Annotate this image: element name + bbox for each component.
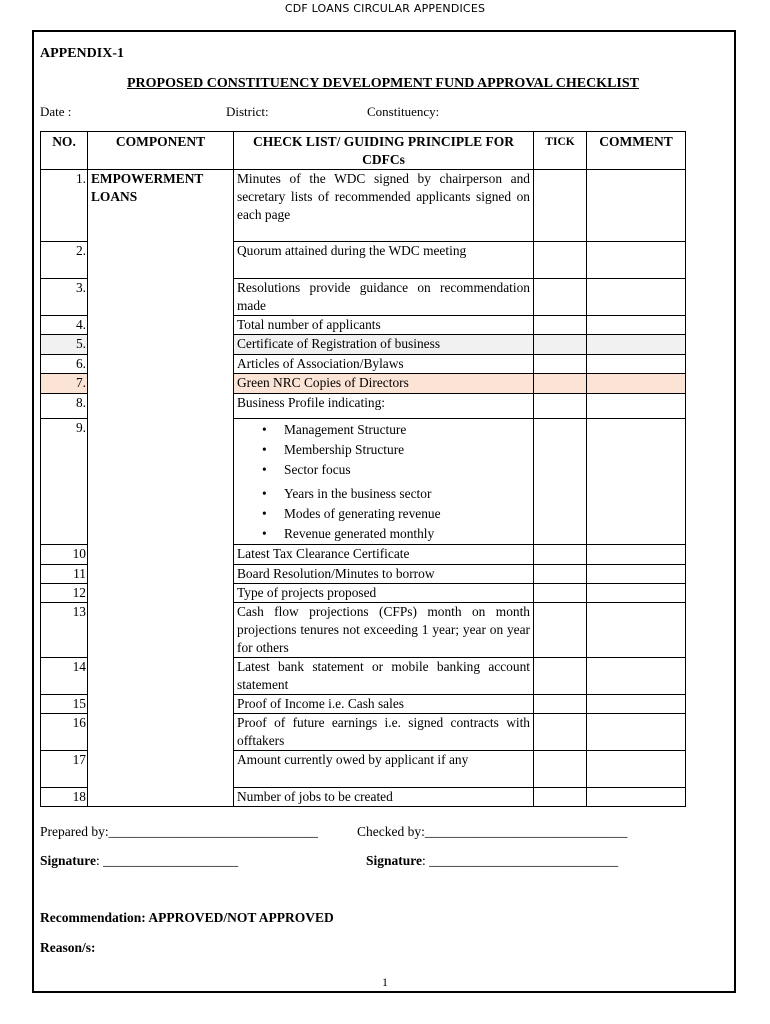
tick-cell[interactable] <box>534 419 587 545</box>
header-guide: CHECK LIST/ GUIDING PRINCIPLE FOR CDFCs <box>234 132 534 170</box>
comment-cell[interactable] <box>587 788 686 807</box>
tick-cell[interactable] <box>534 279 587 316</box>
signature-label-1: Signature <box>40 853 97 868</box>
row-number: 6. <box>41 355 88 374</box>
row-number: 9. <box>41 419 88 545</box>
header-comment: COMMENT <box>587 132 686 170</box>
guiding-principle: Latest bank statement or mobile banking account statement <box>234 658 534 695</box>
guiding-principle: Total number of applicants <box>234 316 534 335</box>
reasons-label: Reason/s: <box>40 940 96 955</box>
header-component: COMPONENT <box>88 132 234 170</box>
header-tick: TICK <box>534 132 587 170</box>
appendix-label: APPENDIX-1 <box>40 46 124 61</box>
signature-field-2 <box>366 853 618 869</box>
prepared-by-field: Prepared by:_______________________________ <box>40 824 318 839</box>
signature-line-1: : ____________________ <box>96 853 239 868</box>
tick-cell[interactable] <box>534 565 587 584</box>
row-number: 13 <box>41 603 88 658</box>
running-header: CDF LOANS CIRCULAR APPENDICES <box>284 2 486 15</box>
component-label-line2: LOANS <box>91 189 138 204</box>
comment-cell[interactable] <box>587 658 686 695</box>
guiding-principle: Green NRC Copies of Directors <box>234 374 534 394</box>
row-number: 4. <box>41 316 88 335</box>
guiding-principle: Proof of future earnings i.e. signed contracts with offtakers <box>234 714 534 751</box>
tick-cell[interactable] <box>534 374 587 394</box>
comment-cell[interactable] <box>587 170 686 242</box>
guiding-principle: Minutes of the WDC signed by chairperson and secretary lists of recommended applicants signed on each page <box>234 170 534 242</box>
comment-cell[interactable] <box>587 242 686 279</box>
constituency-label: Constituency: <box>367 104 440 119</box>
comment-cell[interactable] <box>587 355 686 374</box>
component-cell <box>88 170 234 807</box>
guiding-principle: Quorum attained during the WDC meeting <box>234 242 534 279</box>
row-number: 1. <box>41 170 88 242</box>
checked-by-field: Checked by:______________________________ <box>357 824 628 839</box>
signature-label-2: Signature <box>366 853 423 868</box>
guiding-principle: Resolutions provide guidance on recommendation made <box>234 279 534 316</box>
guiding-principle: Articles of Association/Bylaws <box>234 355 534 374</box>
row-number: 14 <box>41 658 88 695</box>
signature-line-2: : ____________________________ <box>422 853 619 868</box>
signature-field-1 <box>40 853 238 869</box>
row-number: 11 <box>41 565 88 584</box>
list-item: • Revenue generated monthly <box>284 524 530 544</box>
tick-cell[interactable] <box>534 545 587 565</box>
tick-cell[interactable] <box>534 170 587 242</box>
comment-cell[interactable] <box>587 695 686 714</box>
tick-cell[interactable] <box>534 316 587 335</box>
row-number: 8. <box>41 394 88 419</box>
guiding-principle: Certificate of Registration of business <box>234 335 534 355</box>
table-row <box>41 170 686 242</box>
comment-cell[interactable] <box>587 316 686 335</box>
tick-cell[interactable] <box>534 788 587 807</box>
comment-cell[interactable] <box>587 565 686 584</box>
comment-cell[interactable] <box>587 751 686 788</box>
guiding-principle <box>234 419 534 545</box>
tick-cell[interactable] <box>534 355 587 374</box>
tick-cell[interactable] <box>534 394 587 419</box>
tick-cell[interactable] <box>534 695 587 714</box>
guiding-principle: Amount currently owed by applicant if any <box>234 751 534 788</box>
comment-cell[interactable] <box>587 545 686 565</box>
row-number: 12 <box>41 584 88 603</box>
row-number: 10 <box>41 545 88 565</box>
comment-cell[interactable] <box>587 279 686 316</box>
row-number: 2. <box>41 242 88 279</box>
comment-cell[interactable] <box>587 584 686 603</box>
component-label-line1: EMPOWERMENT <box>91 171 204 186</box>
row-number: 18 <box>41 788 88 807</box>
business-profile-list <box>237 419 530 544</box>
comment-cell[interactable] <box>587 714 686 751</box>
tick-cell[interactable] <box>534 584 587 603</box>
guiding-principle: Number of jobs to be created <box>234 788 534 807</box>
list-item: • Years in the business sector <box>284 484 530 504</box>
recommendation-line: Recommendation: APPROVED/NOT APPROVED <box>40 910 334 925</box>
tick-cell[interactable] <box>534 658 587 695</box>
list-item: • Modes of generating revenue <box>284 504 530 524</box>
list-item: • Management Structure <box>284 420 530 440</box>
district-label: District: <box>226 104 269 119</box>
guiding-principle: Cash flow projections (CFPs) month on month projections tenures not exceeding 1 year; year on year for others <box>234 603 534 658</box>
guiding-principle: Business Profile indicating: <box>234 394 534 419</box>
date-label: Date : <box>40 104 72 119</box>
list-item: • Membership Structure <box>284 440 530 460</box>
row-number: 5. <box>41 335 88 355</box>
page-number: 1 <box>382 975 388 989</box>
header-no: NO. <box>41 132 88 170</box>
row-number: 7. <box>41 374 88 394</box>
document-title: PROPOSED CONSTITUENCY DEVELOPMENT FUND APPROVAL CHECKLIST <box>127 76 639 91</box>
guiding-principle: Board Resolution/Minutes to borrow <box>234 565 534 584</box>
row-number: 3. <box>41 279 88 316</box>
tick-cell[interactable] <box>534 751 587 788</box>
comment-cell[interactable] <box>587 603 686 658</box>
row-number: 17 <box>41 751 88 788</box>
tick-cell[interactable] <box>534 603 587 658</box>
checklist-rows <box>41 170 686 807</box>
tick-cell[interactable] <box>534 714 587 751</box>
tick-cell[interactable] <box>534 335 587 355</box>
tick-cell[interactable] <box>534 242 587 279</box>
list-item: • Sector focus <box>284 460 530 480</box>
comment-cell[interactable] <box>587 394 686 419</box>
guiding-principle: Type of projects proposed <box>234 584 534 603</box>
comment-cell[interactable] <box>587 419 686 545</box>
comment-cell[interactable] <box>587 335 686 355</box>
approval-checklist-table <box>40 131 686 807</box>
row-number: 16 <box>41 714 88 751</box>
row-number: 15 <box>41 695 88 714</box>
guiding-principle: Latest Tax Clearance Certificate <box>234 545 534 565</box>
guiding-principle: Proof of Income i.e. Cash sales <box>234 695 534 714</box>
comment-cell[interactable] <box>587 374 686 394</box>
